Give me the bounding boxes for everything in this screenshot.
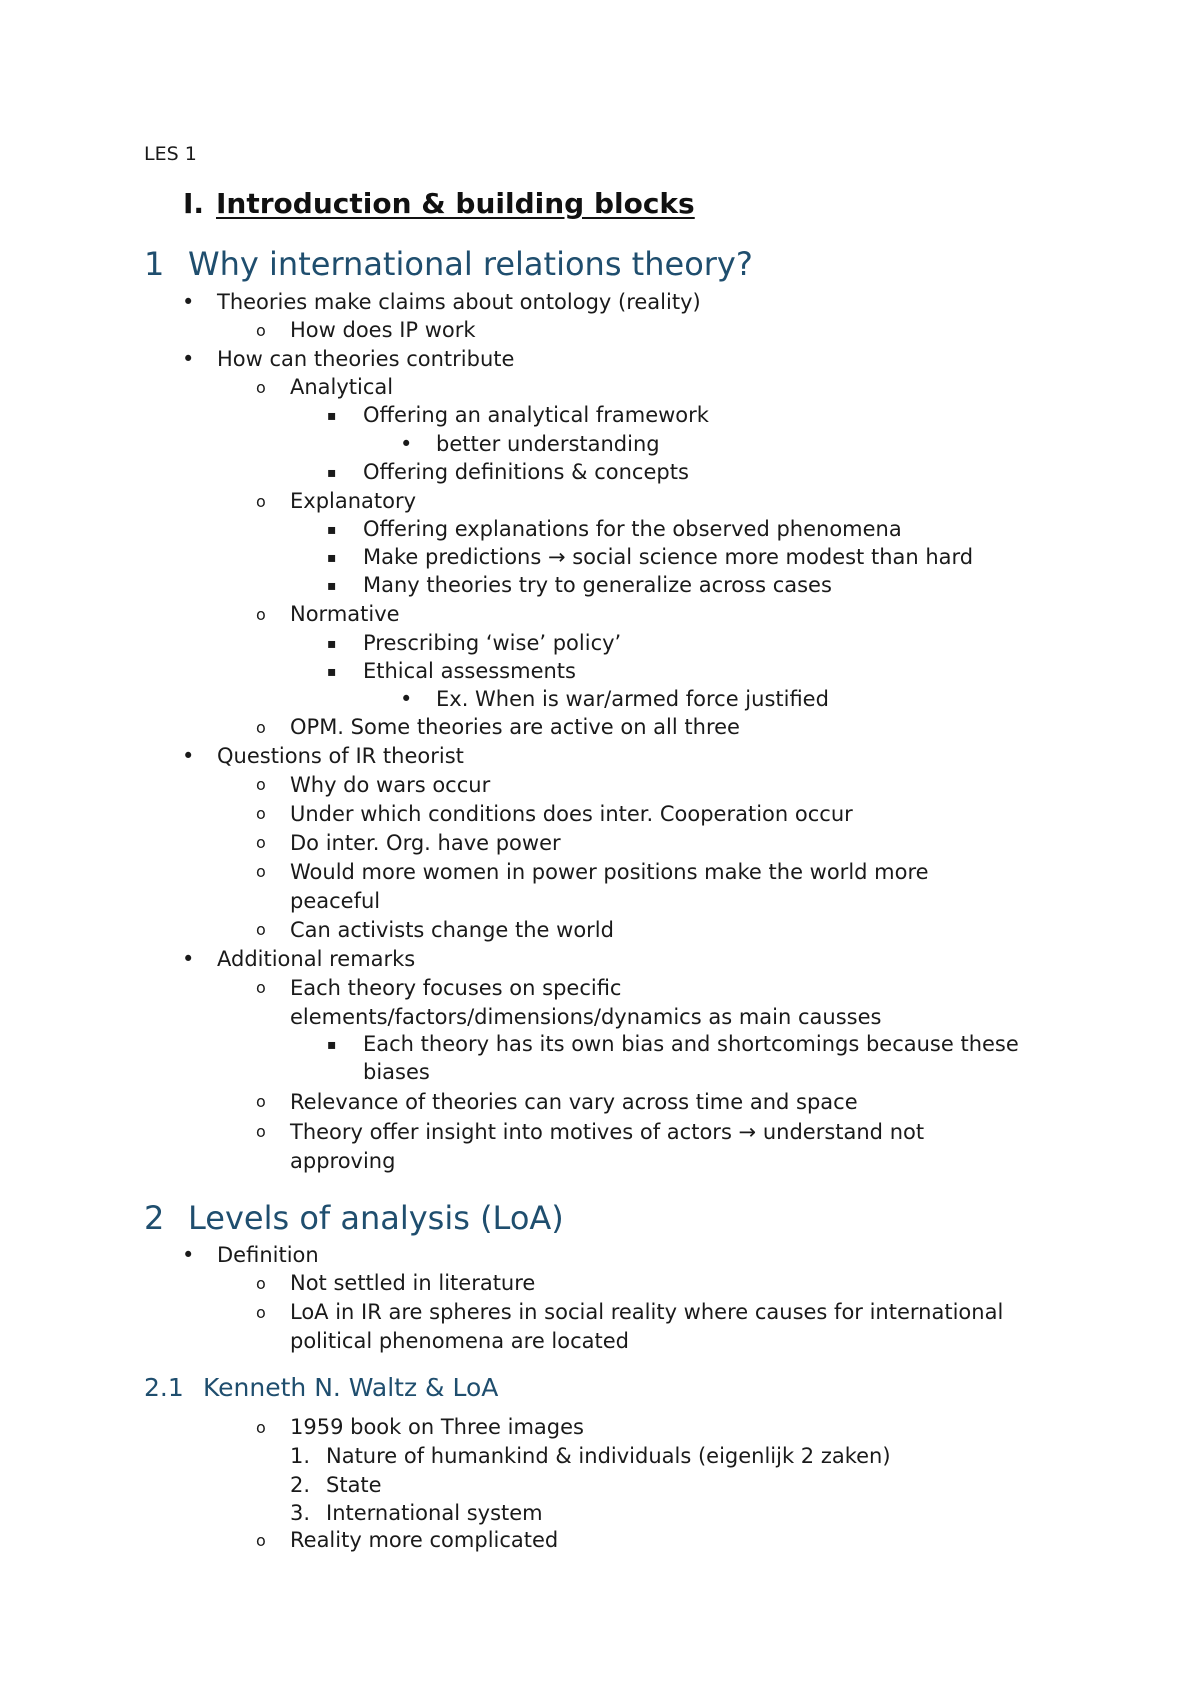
list-item: Offering definitions & concepts [363, 460, 689, 484]
list-item: Analytical [290, 375, 394, 399]
list-item: Can activists change the world [290, 918, 614, 942]
list-number: 2. [290, 1473, 311, 1497]
bullet-circle-icon: o [256, 862, 266, 881]
list-item: Under which conditions does inter. Cooperation occur [290, 802, 853, 826]
bullet-circle-icon: o [256, 1092, 266, 1111]
list-item-continuation: peaceful [290, 889, 381, 913]
list-item: Theory offer insight into motives of actors → understand not [290, 1120, 925, 1144]
bullet-circle-icon: o [256, 605, 266, 624]
bullet-circle-icon: o [256, 492, 266, 511]
list-item: Theories make claims about ontology (reality) [217, 290, 701, 314]
list-item-continuation: biases [363, 1060, 430, 1084]
bullet-disc-icon: • [182, 290, 195, 314]
list-item: Relevance of theories can vary across time and space [290, 1090, 858, 1114]
part-heading [183, 186, 695, 222]
part-title: Introduction & building blocks [216, 187, 695, 220]
list-item: Ethical assessments [363, 659, 576, 683]
bullet-circle-icon: o [256, 775, 266, 794]
list-item: Make predictions → social science more modest than hard [363, 545, 974, 569]
list-number: 3. [290, 1501, 311, 1525]
list-item: Each theory has its own bias and shortcomings because these [363, 1032, 1019, 1056]
part-number: I. [183, 187, 205, 220]
section-1-number: 1 [144, 245, 165, 283]
list-item: Would more women in power positions make the world more [290, 860, 929, 884]
subsection-2-1-heading [144, 1372, 498, 1404]
bullet-circle-icon: o [256, 321, 266, 340]
list-number: 1. [290, 1444, 311, 1468]
bullet-square-icon: ▪ [327, 522, 337, 538]
list-item: Explanatory [290, 489, 417, 513]
list-item: Reality more complicated [290, 1528, 559, 1552]
list-item: Normative [290, 602, 400, 626]
list-item: Additional remarks [217, 947, 416, 971]
list-item: Do inter. Org. have power [290, 831, 561, 855]
numbered-item: State [326, 1473, 382, 1497]
bullet-disc-icon: • [182, 1243, 195, 1267]
list-item: Definition [217, 1243, 319, 1267]
section-2-title: Levels of analysis (LoA) [188, 1199, 564, 1237]
list-item: Ex. When is war/armed force justified [436, 687, 829, 711]
subsection-2-1-number: 2.1 [144, 1373, 184, 1402]
bullet-circle-icon: o [256, 718, 266, 737]
list-item: Each theory focuses on specific [290, 976, 622, 1000]
bullet-disc-icon: • [182, 947, 195, 971]
bullet-square-icon: ▪ [327, 465, 337, 481]
bullet-circle-icon: o [256, 1418, 266, 1437]
subsection-2-1-title: Kenneth N. Waltz & LoA [203, 1373, 499, 1402]
bullet-circle-icon: o [256, 1303, 266, 1322]
section-2-heading [144, 1198, 564, 1238]
bullet-square-icon: ▪ [327, 550, 337, 566]
bullet-disc-icon: • [400, 687, 413, 711]
list-item-continuation: elements/factors/dimensions/dynamics as main causses [290, 1005, 882, 1029]
section-1-heading [144, 244, 753, 284]
bullet-disc-icon: • [400, 432, 413, 456]
bullet-circle-icon: o [256, 378, 266, 397]
bullet-square-icon: ▪ [327, 408, 337, 424]
list-item: How can theories contribute [217, 347, 515, 371]
list-item-continuation: approving [290, 1149, 396, 1173]
list-item: Not settled in literature [290, 1271, 536, 1295]
list-item: Questions of IR theorist [217, 744, 464, 768]
list-item: Many theories try to generalize across cases [363, 573, 832, 597]
list-item: Prescribing ‘wise’ policy’ [363, 631, 622, 655]
bullet-circle-icon: o [256, 978, 266, 997]
numbered-item: Nature of humankind & individuals (eigenlijk 2 zaken) [326, 1444, 891, 1468]
numbered-item: International system [326, 1501, 543, 1525]
bullet-disc-icon: • [182, 744, 195, 768]
list-item-continuation: political phenomena are located [290, 1329, 630, 1353]
list-item: 1959 book on Three images [290, 1415, 584, 1439]
list-item: Offering an analytical framework [363, 403, 709, 427]
section-2-number: 2 [144, 1199, 165, 1237]
bullet-circle-icon: o [256, 833, 266, 852]
bullet-circle-icon: o [256, 920, 266, 939]
list-item: How does IP work [290, 318, 476, 342]
list-item: OPM. Some theories are active on all three [290, 715, 740, 739]
bullet-square-icon: ▪ [327, 636, 337, 652]
list-item: Offering explanations for the observed phenomena [363, 517, 902, 541]
bullet-circle-icon: o [256, 1531, 266, 1550]
bullet-circle-icon: o [256, 804, 266, 823]
list-item: LoA in IR are spheres in social reality where causes for international [290, 1300, 1004, 1324]
lesson-label: LES 1 [144, 143, 197, 165]
bullet-square-icon: ▪ [327, 664, 337, 680]
bullet-circle-icon: o [256, 1122, 266, 1141]
bullet-square-icon: ▪ [327, 578, 337, 594]
section-1-title: Why international relations theory? [188, 245, 753, 283]
list-item: better understanding [436, 432, 660, 456]
list-item: Why do wars occur [290, 773, 491, 797]
bullet-disc-icon: • [182, 347, 195, 371]
bullet-square-icon: ▪ [327, 1037, 337, 1053]
bullet-circle-icon: o [256, 1274, 266, 1293]
